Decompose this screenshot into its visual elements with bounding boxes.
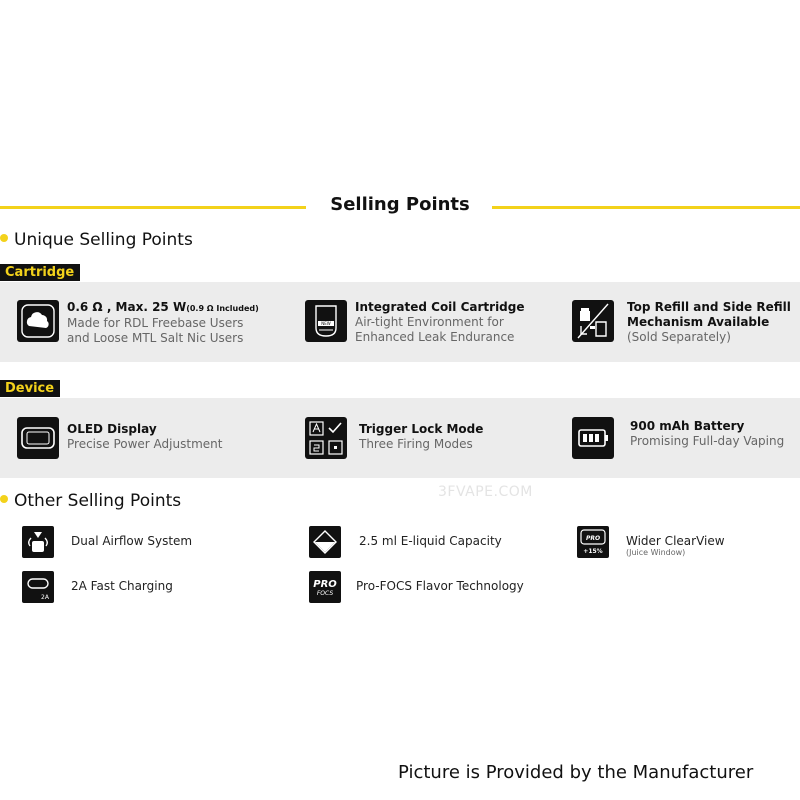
other-item-label: Wider ClearView xyxy=(626,534,725,548)
feature-title: Trigger Lock Mode xyxy=(359,422,484,436)
feature-title-note: (0.9 Ω Included) xyxy=(186,304,259,313)
other-heading-text: Other Selling Points xyxy=(14,491,182,511)
bullet-dot xyxy=(0,495,8,503)
pro-focs-icon xyxy=(309,571,341,603)
feature-title: 0.6 Ω , Max. 25 W xyxy=(67,300,187,314)
feature-title: OLED Display xyxy=(67,422,157,436)
feature-desc-line1: (Sold Separately) xyxy=(627,330,731,344)
airflow-icon xyxy=(22,526,54,558)
feature-desc-line2: Enhanced Leak Endurance xyxy=(355,330,515,344)
other-item-sublabel: (Juice Window) xyxy=(626,548,686,557)
unique-heading xyxy=(0,230,193,250)
refill-icon xyxy=(572,300,614,342)
feature-title-line2: Mechanism Available xyxy=(627,315,770,329)
clearview-icon-percent: +15% xyxy=(583,548,603,555)
other-item-label: Dual Airflow System xyxy=(71,534,193,548)
feature-desc-line1: Made for RDL Freebase Users xyxy=(67,316,244,330)
device-tag: Device xyxy=(0,380,60,397)
feature-desc-line1: Promising Full-day Vaping xyxy=(630,434,785,448)
feature-title: Top Refill and Side Refill xyxy=(627,300,791,314)
footer-note: Picture is Provided by the Manufacturer xyxy=(398,762,754,783)
battery-icon xyxy=(572,417,614,459)
other-item-label: 2A Fast Charging xyxy=(71,579,173,593)
clearview-icon xyxy=(577,526,609,558)
other-item-label: Pro-FOCS Flavor Technology xyxy=(356,579,524,593)
pro-focs-icon-text2: FOCS xyxy=(316,590,334,597)
feature-title: 900 mAh Battery xyxy=(630,419,745,433)
watermark: 3FVAPE.COM xyxy=(438,484,533,500)
pro-focs-icon-text: PRO xyxy=(313,579,337,590)
lock-mode-icon xyxy=(305,417,347,459)
cloud-icon xyxy=(17,300,59,342)
feature-desc-line2: and Loose MTL Salt Nic Users xyxy=(67,331,244,345)
feature-desc-line1: Precise Power Adjustment xyxy=(67,437,223,451)
page-title: Selling Points xyxy=(330,194,470,215)
clearview-icon-text: PRO xyxy=(585,535,601,542)
feature-desc-line1: Air-tight Environment for xyxy=(355,315,504,329)
usb-c-icon xyxy=(22,571,54,603)
usb-c-icon-text: 2A xyxy=(41,594,49,601)
feature-desc-line1: Three Firing Modes xyxy=(359,437,473,451)
display-icon xyxy=(17,417,59,459)
feature-title: Integrated Coil Cartridge xyxy=(355,300,525,314)
eliquid-icon xyxy=(309,526,341,558)
bullet-dot xyxy=(0,234,8,242)
other-item-label: 2.5 ml E-liquid Capacity xyxy=(359,534,502,548)
cartridge-icon-label: NEW xyxy=(321,321,331,326)
cartridge-tag: Cartridge xyxy=(0,264,80,281)
cartridge-icon xyxy=(305,300,347,342)
unique-heading-text: Unique Selling Points xyxy=(14,230,193,250)
other-heading xyxy=(0,491,181,511)
